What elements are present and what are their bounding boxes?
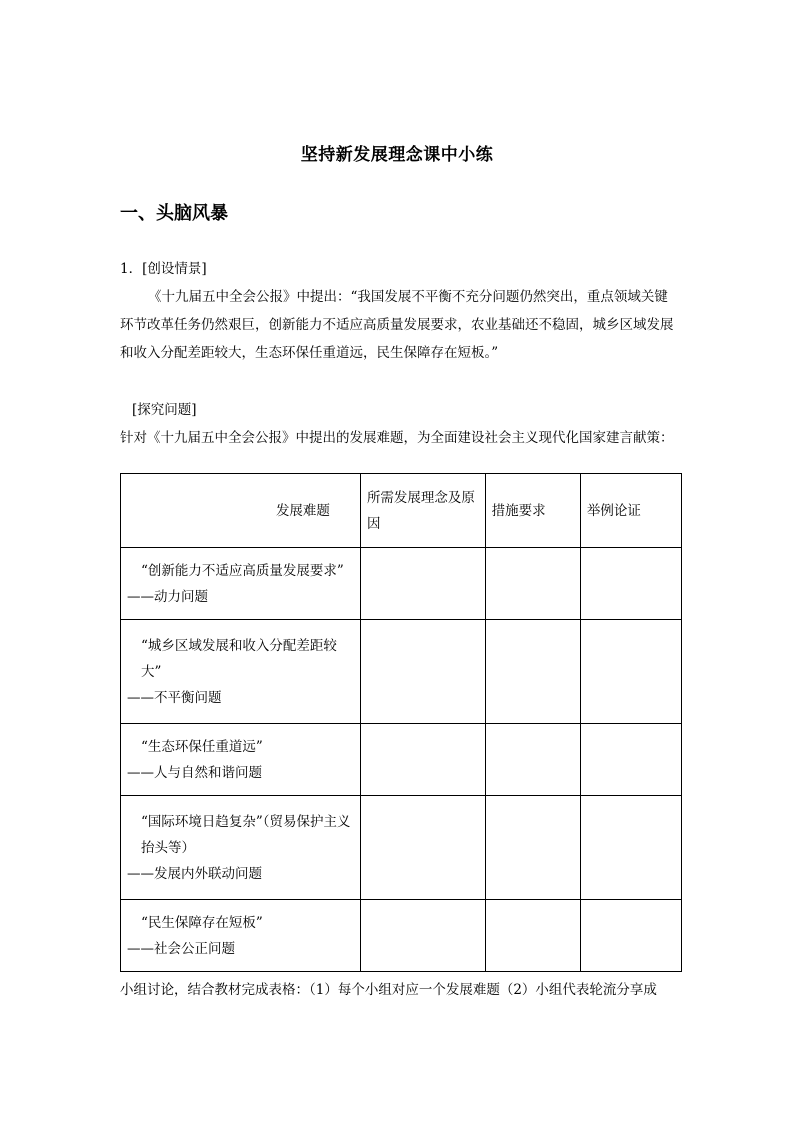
- question-number: 1．[创设情景]: [120, 261, 207, 277]
- problem-quote: “创新能力不适应高质量发展要求”: [141, 562, 344, 579]
- examples-cell[interactable]: [580, 900, 681, 972]
- problem-cell: [121, 900, 361, 972]
- header-measures: 措施要求: [485, 474, 580, 548]
- scenario-paragraph: 《十九届五中全会公报》中提出：“我国发展不平衡不充分问题仍然突出，重点领域关键环节改革任务仍然艰巨，创新能力不适应高质量发展要求，农业基础还不稳固，城乡区域发展和收入分配差距较大，生态环保任重道远，民生保障存在短板。”: [120, 289, 674, 361]
- examples-cell[interactable]: [580, 620, 681, 724]
- problem-quote: “国际环境日趋复杂”（贸易保护主义抬头等）: [141, 813, 351, 856]
- problem-cell: [121, 796, 361, 900]
- measures-cell[interactable]: [485, 724, 580, 796]
- task-instruction: 针对《十九届五中全会公报》中提出的发展难题，为全面建设社会主义现代化国家建言献策：: [120, 430, 674, 446]
- table-row: [121, 620, 682, 724]
- table-header-row: [121, 474, 682, 548]
- header-problem: 发展难题: [121, 474, 361, 548]
- header-examples: 举例论证: [580, 474, 681, 548]
- problem-category: ——不平衡问题: [127, 689, 222, 706]
- measures-cell[interactable]: [485, 900, 580, 972]
- concept-cell[interactable]: [360, 724, 485, 796]
- development-table: [120, 473, 682, 972]
- problem-cell: [121, 548, 361, 620]
- problem-cell: [121, 620, 361, 724]
- table-row: [121, 796, 682, 900]
- examples-cell[interactable]: [580, 548, 681, 620]
- concept-cell[interactable]: [360, 796, 485, 900]
- explore-label: [探究问题]: [132, 402, 197, 418]
- concept-cell[interactable]: [360, 620, 485, 724]
- page-title: 坚持新发展理念课中小练: [300, 145, 494, 165]
- table-row: [121, 724, 682, 796]
- problem-quote: “民生保障存在短板”: [141, 914, 263, 931]
- problem-category: ——动力问题: [127, 588, 208, 605]
- group-discussion-note: 小组讨论，结合教材完成表格：（1）每个小组对应一个发展难题（2）小组代表轮流分享成: [120, 982, 657, 998]
- examples-cell[interactable]: [580, 724, 681, 796]
- measures-cell[interactable]: [485, 548, 580, 620]
- problem-quote: “生态环保任重道远”: [141, 738, 263, 755]
- problem-quote: “城乡区域发展和收入分配差距较大”: [141, 637, 337, 680]
- section-heading: 一、头脑风暴: [120, 203, 228, 224]
- problem-category: ——发展内外联动问题: [127, 865, 262, 882]
- problem-cell: [121, 724, 361, 796]
- measures-cell[interactable]: [485, 796, 580, 900]
- table-row: [121, 548, 682, 620]
- concept-cell[interactable]: [360, 900, 485, 972]
- header-concept: 所需发展理念及原因: [360, 474, 485, 548]
- measures-cell[interactable]: [485, 620, 580, 724]
- concept-cell[interactable]: [360, 548, 485, 620]
- examples-cell[interactable]: [580, 796, 681, 900]
- problem-category: ——社会公正问题: [127, 940, 235, 957]
- table-row: [121, 900, 682, 972]
- problem-category: ——人与自然和谐问题: [127, 764, 262, 781]
